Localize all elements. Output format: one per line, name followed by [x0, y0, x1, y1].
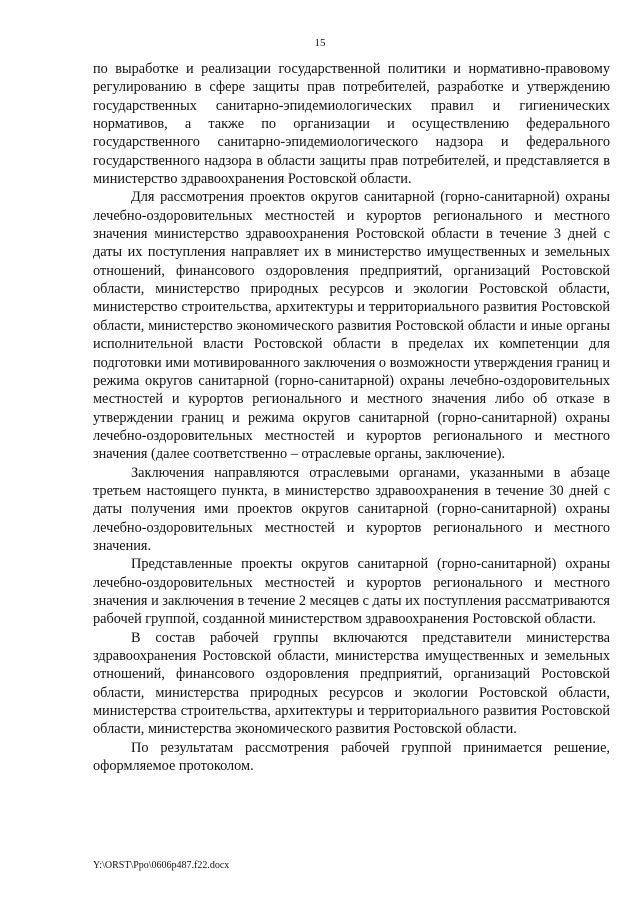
paragraph-working-group-review: Представленные проекты округов санитарной (горно-санитарной) охраны лечебно-оздоровительных местностей и курортов регионального и местного значения и заключения в течение 2 месяцев с даты их поступления рассматриваются рабочей группой, созданной министерством здравоохранения Ростовской области. [93, 556, 610, 628]
paragraph-continuation: по выработке и реализации государственной политики и нормативно-правовому регулированию в сфере защиты прав потребителей, разработке и утверждению государственных санитарно-эпидемиологических правил и гигиенических нормативов, а также по организации и осуществлению федерального государственного санитарно-эпидемиологического надзора и федерального государственного надзора в области защиты прав потребителей, и представляется в министерство здравоохранения Ростовской области. [93, 61, 610, 188]
footer-file-path: Y:\ORST\Ppo\0606p487.f22.docx [93, 860, 230, 871]
paragraph-conclusions-deadline: Заключения направляются отраслевыми органами, указанными в абзаце третьем настоящего пункта, в министерство здравоохранения в течение 30 дней с даты получения ими проектов округов санитарной (горно-санитарной) охраны лечебно-оздоровительных местностей и курортов регионального и местного значения. [93, 464, 610, 554]
document-body [93, 60, 610, 775]
paragraph-working-group-composition: В состав рабочей группы включаются представители министерства здравоохранения Ростовской области, министерства имущественных и земельных отношений, финансового оздоровления предприятий, организаций Ростовской области, министерства природных ресурсов и экологии Ростовской области, министерства строительства, архитектуры и территориального развития Ростовской области, министерства экономического развития Ростовской области. [93, 629, 610, 738]
paragraph-review-procedure: Для рассмотрения проектов округов санитарной (горно-санитарной) охраны лечебно-оздоровительных местностей и курортов регионального и местного значения министерство здравоохранения Ростовской области в течение 3 дней с даты их поступления направляет их в министерство имущественных и земельных отношений, финансового оздоровления предприятий, организаций Ростовской области, министерство природных ресурсов и экологии Ростовской области, министерство строительства, архитектуры и территориального развития Ростовской области, министерство экономического развития Ростовской области и иные органы исполнительной власти Ростовской области в пределах их компетенции для подготовки ими мотивированного заключения о возможности утверждения границ и режима округов санитарной (горно-санитарной) охраны лечебно-оздоровительных местностей и курортов регионального и местного значения либо об отказе в утверждении границ и режима округов санитарной (горно-санитарной) охраны лечебно-оздоровительных местностей и курортов регионального и местного значения (далее соответственно – отраслевые органы, заключение). [93, 189, 610, 463]
page-number: 15 [314, 37, 326, 49]
paragraph-decision-protocol: По результатам рассмотрения рабочей группой принимается решение, оформляемое протоколом. [93, 739, 610, 775]
